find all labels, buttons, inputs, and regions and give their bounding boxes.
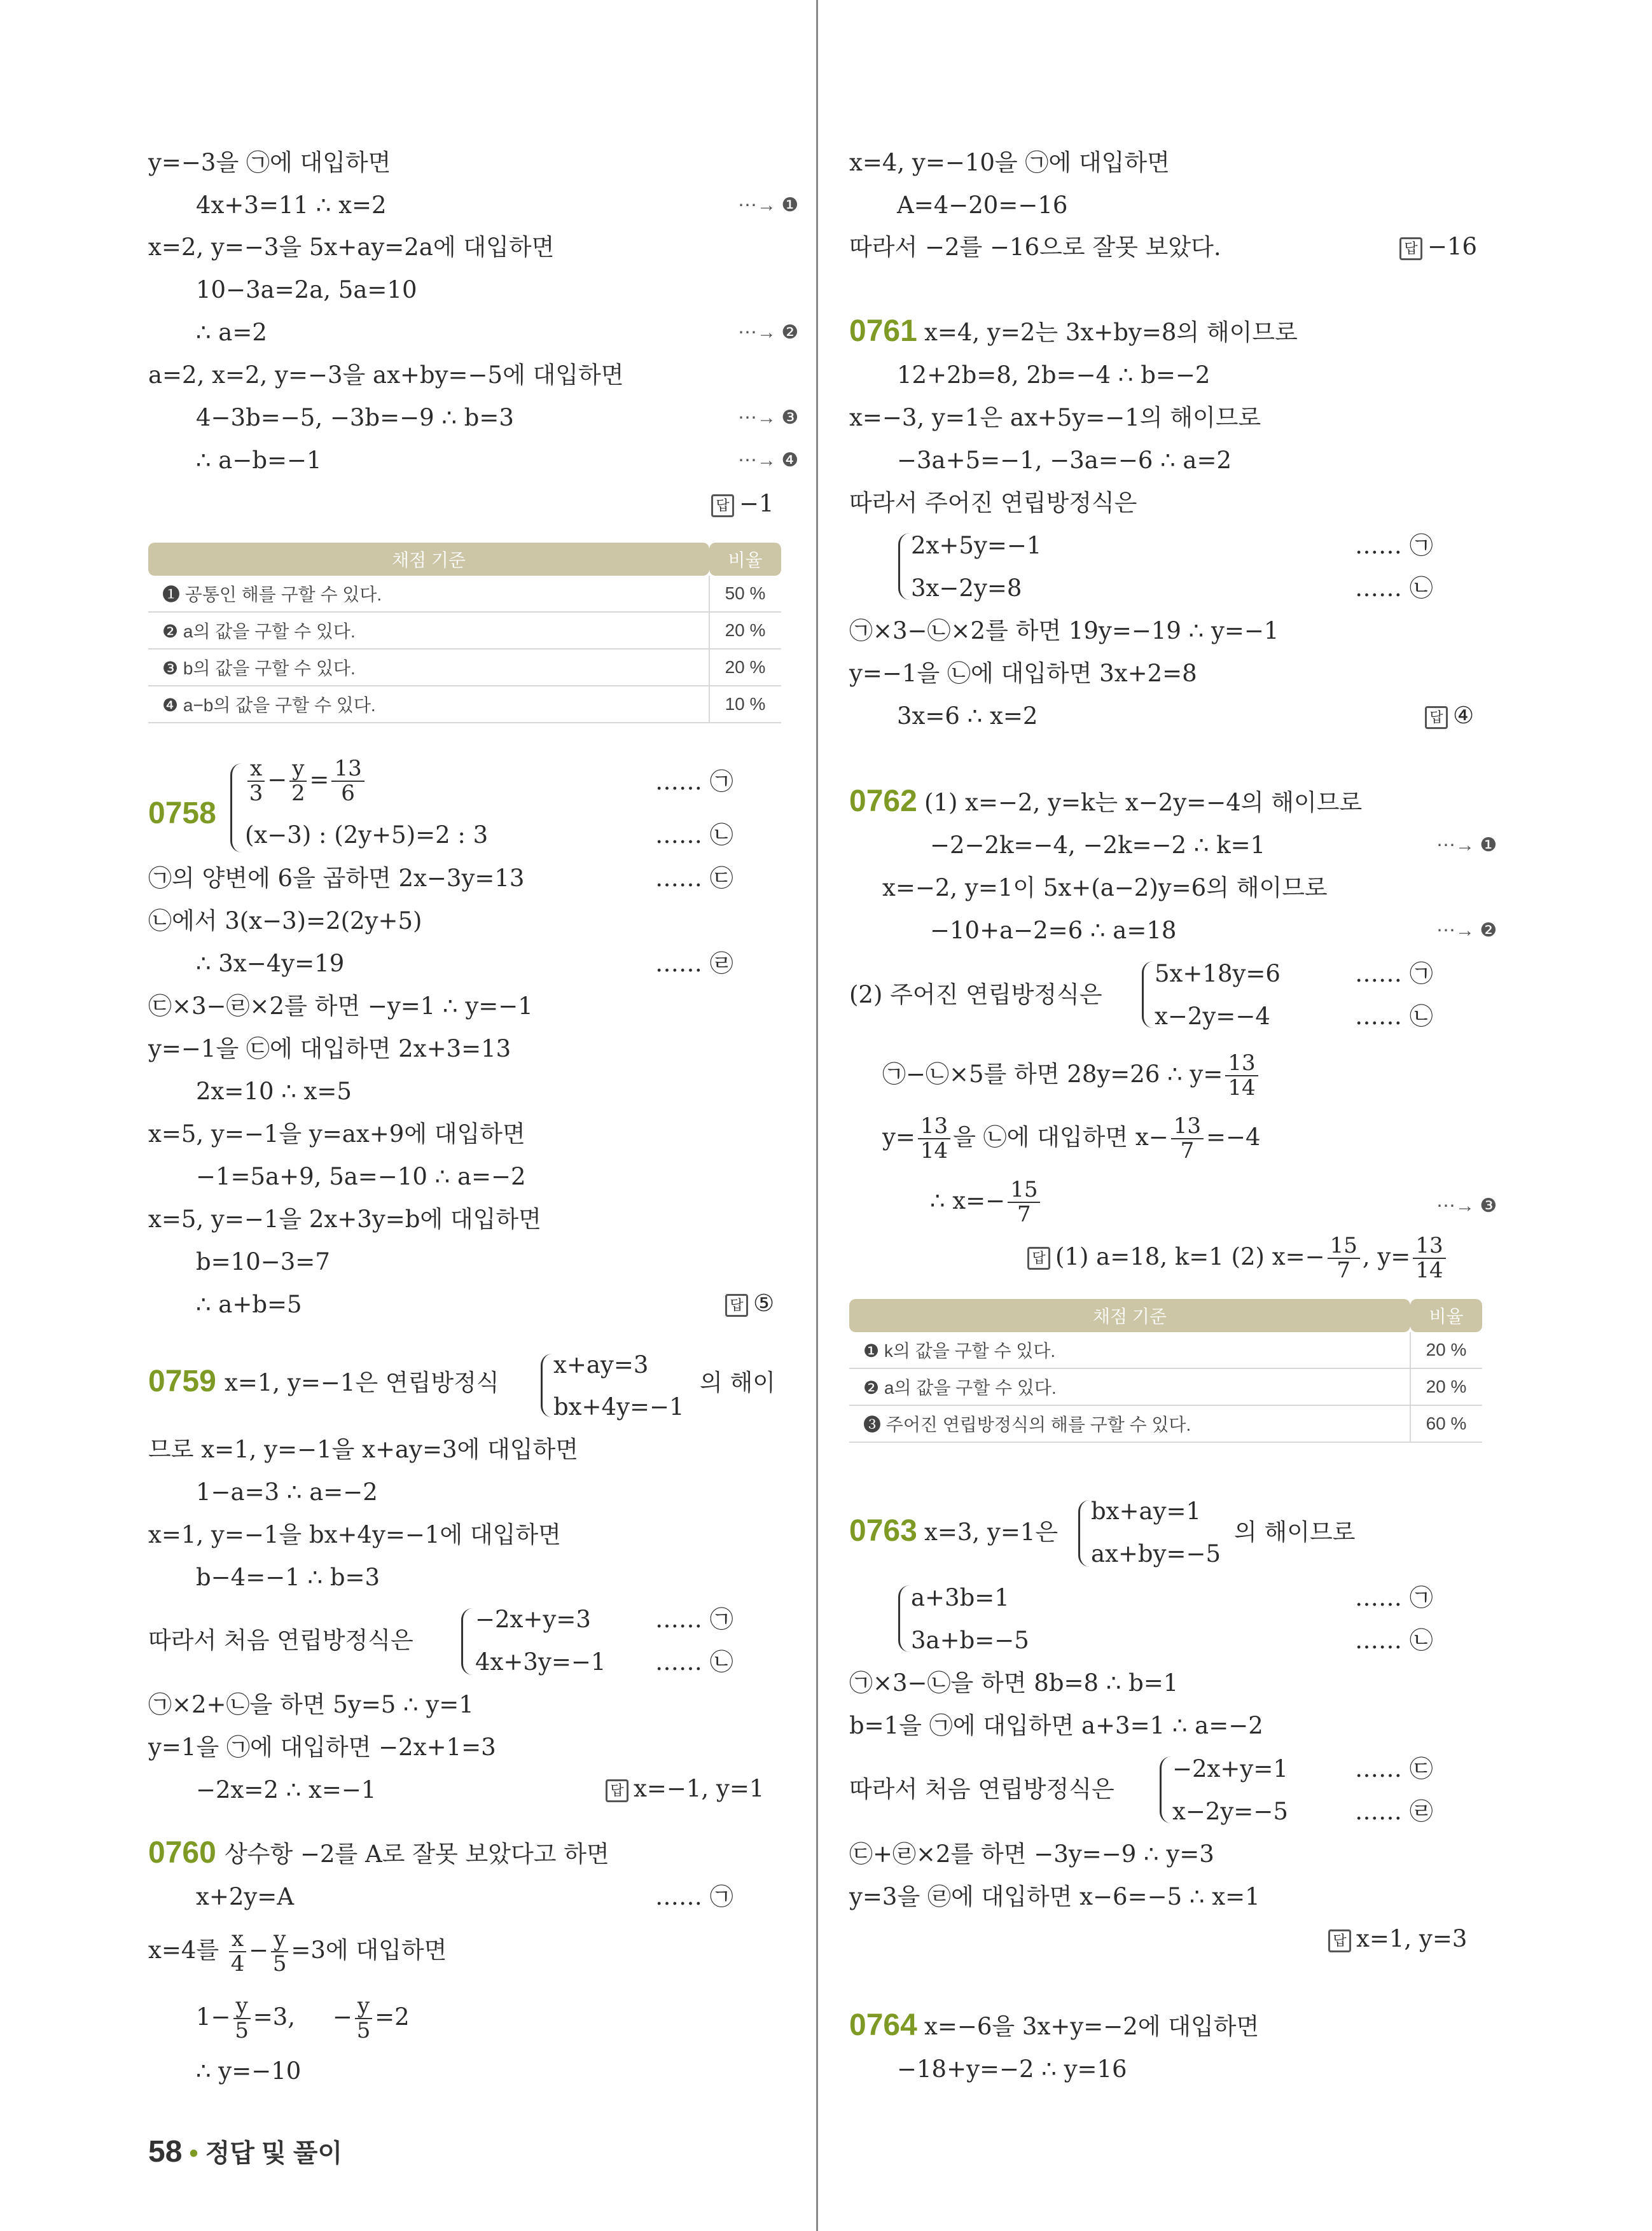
text-line: 4−3b=−5, −3b=−9 ∴ b=3 xyxy=(196,404,514,431)
text-line: 따라서 처음 연립방정식은 xyxy=(148,1627,413,1654)
eq-tag: …… ㉡ xyxy=(655,1648,733,1676)
table-header: 비율 xyxy=(1410,1299,1482,1332)
text-line: b=10−3=7 xyxy=(196,1248,330,1275)
equation: bx+4y=−1 xyxy=(553,1393,684,1421)
equation: x+ay=3 xyxy=(553,1351,649,1379)
answer: 답 −16 xyxy=(1399,233,1477,260)
system-brace xyxy=(1078,1500,1092,1567)
equation: 5x+18y=6 xyxy=(1155,960,1281,987)
text-line: (2) 주어진 연립방정식은 xyxy=(849,981,1102,1008)
table-row: ❶ 공통인 해를 구할 수 있다. 50 % xyxy=(148,576,781,612)
text-line: b=1을 ㉠에 대입하면 a+3=1 ∴ a=−2 xyxy=(849,1712,1263,1739)
answer: 답 −1 xyxy=(711,490,774,517)
equation: x−2y=−4 xyxy=(1155,1003,1270,1030)
equation: x−2y=−5 xyxy=(1172,1798,1288,1825)
text-line: x+2y=A xyxy=(196,1883,295,1910)
eq-tag: …… ㉣ xyxy=(655,950,733,977)
text-line: −2x=2 ∴ x=−1 xyxy=(196,1776,377,1804)
text-line: 상수항 −2를 A로 잘못 보았다고 하면 xyxy=(225,1840,609,1868)
eq-tag: …… ㉠ xyxy=(1355,960,1433,987)
problem-number: 0761 xyxy=(849,314,917,348)
text-line: x=2, y=−3을 5x+ay=2a에 대입하면 xyxy=(148,233,555,261)
text-line: −2−2k=−4, −2k=−2 ∴ k=1 xyxy=(930,831,1266,859)
equation: −2x+y=3 xyxy=(475,1606,591,1633)
grading-table xyxy=(148,543,781,723)
text-line: y=1을 ㉠에 대입하면 −2x+1=3 xyxy=(148,1734,496,1761)
eq-tag: …… ㉡ xyxy=(655,821,733,849)
text-line: x=4를 $\frac{x}{4}$ − $\frac{y}{5}$ =3에 대입하면 xyxy=(148,1926,447,1977)
text-line: x=−2, y=1이 5x+(a−2)y=6의 해이므로 xyxy=(882,874,1328,901)
text-line: x=5, y=−1을 y=ax+9에 대입하면 xyxy=(148,1120,525,1148)
answer: 답 x=1, y=3 xyxy=(1328,1925,1467,1952)
text-line: −18+y=−2 ∴ y=16 xyxy=(897,2055,1127,2083)
equation: $\frac{x}{3}$ − $\frac{y}{2}$ = $\frac{13}{6}$ xyxy=(245,757,367,806)
table-row: ❶ k의 값을 구할 수 있다. 20 % xyxy=(849,1332,1482,1368)
text-line: x=3, y=1은 xyxy=(924,1519,1059,1546)
problem-number: 0760 xyxy=(148,1836,216,1870)
text-line: 4x+3=11 ∴ x=2 xyxy=(196,191,387,219)
equation: 2x+5y=−1 xyxy=(911,532,1042,559)
system-brace xyxy=(461,1608,475,1675)
step-marker: ⋯→ ❸ xyxy=(738,407,799,428)
text-line: 3x=6 ∴ x=2 xyxy=(897,702,1038,730)
text-line: y=3을 ㉣에 대입하면 x−6=−5 ∴ x=1 xyxy=(849,1883,1260,1910)
table-row: ❸ 주어진 연립방정식의 해를 구할 수 있다. 60 % xyxy=(849,1405,1482,1442)
equation: bx+ay=1 xyxy=(1091,1498,1202,1525)
system-brace xyxy=(230,763,245,852)
equation: a+3b=1 xyxy=(911,1584,1010,1611)
text-line: 의 해이므로 xyxy=(1234,1519,1356,1546)
table-row: ❹ a−b의 값을 구할 수 있다. 10 % xyxy=(148,686,781,723)
system-brace xyxy=(898,1585,912,1652)
text-line: 의 해이 xyxy=(700,1369,775,1396)
eq-tag: …… ㉡ xyxy=(1355,1003,1433,1030)
step-marker: ⋯→ ❶ xyxy=(738,195,799,216)
text-line: 따라서 주어진 연립방정식은 xyxy=(849,489,1137,517)
eq-tag: …… ㉣ xyxy=(1355,1798,1433,1825)
text-line: ∴ y=−10 xyxy=(196,2057,302,2085)
step-marker: ⋯→ ❸ xyxy=(1436,1195,1497,1216)
eq-tag: …… ㉡ xyxy=(1355,1627,1433,1654)
table-row: ❸ b의 값을 구할 수 있다. 20 % xyxy=(148,649,781,686)
text-line: −10+a−2=6 ∴ a=18 xyxy=(930,917,1177,944)
problem-number: 0759 xyxy=(148,1365,216,1398)
text-line: ∴ a=2 xyxy=(196,319,267,346)
problem-number: 0758 xyxy=(148,796,216,830)
page-footer: 58 • 정답 및 풀이 xyxy=(148,2135,343,2169)
text-line: (1) x=−2, y=k는 x−2y=−4의 해이므로 xyxy=(924,789,1363,816)
answer: 답 (1) a=18, k=1 (2) x=− $\frac{15}{7}$ , y= $\frac{13}{14}$ xyxy=(1027,1234,1448,1283)
eq-tag: …… ㉠ xyxy=(1355,532,1433,559)
text-line: x=−3, y=1은 ax+5y=−1의 해이므로 xyxy=(849,404,1261,431)
text-line: 따라서 −2를 −16으로 잘못 보았다. xyxy=(849,233,1221,261)
text-line: ㉠×3−㉡을 하면 8b=8 ∴ b=1 xyxy=(849,1669,1179,1697)
table-header: 채점 기준 xyxy=(148,543,709,576)
system-brace xyxy=(541,1354,554,1417)
problem-number: 0762 xyxy=(849,784,917,818)
equation: (x−3) : (2y+5)=2 : 3 xyxy=(245,821,489,849)
system-brace xyxy=(1142,961,1155,1028)
text-line: x=4, y=2는 3x+by=8의 해이므로 xyxy=(924,319,1298,346)
text-line: ㉠−㉡×5를 하면 28y=26 ∴ y= $\frac{13}{14}$ xyxy=(882,1052,1261,1101)
text-line: 따라서 처음 연립방정식은 xyxy=(849,1776,1114,1803)
text-line: ∴ a−b=−1 xyxy=(196,447,322,474)
system-brace xyxy=(898,533,912,600)
eq-tag: …… ㉠ xyxy=(1355,1584,1433,1611)
answer: 답 ④ xyxy=(1425,702,1474,729)
text-line: ㉢+㉣×2를 하면 −3y=−9 ∴ y=3 xyxy=(849,1840,1214,1868)
step-marker: ⋯→ ❷ xyxy=(738,322,799,343)
text-line: ∴ a+b=5 xyxy=(196,1291,302,1318)
grading-table xyxy=(849,1299,1482,1443)
table-header: 채점 기준 xyxy=(849,1299,1410,1332)
text-line: b−4=−1 ∴ b=3 xyxy=(196,1564,380,1591)
text-line: ㉡에서 3(x−3)=2(2y+5) xyxy=(148,907,422,935)
text-line: y=−1을 ㉡에 대입하면 3x+2=8 xyxy=(849,660,1197,687)
step-marker: ⋯→ ❶ xyxy=(1436,835,1497,856)
text-line: −1=5a+9, 5a=−10 ∴ a=−2 xyxy=(196,1163,526,1190)
eq-tag: …… ㉡ xyxy=(1355,574,1433,602)
equation: ax+by=−5 xyxy=(1091,1540,1221,1567)
equation: 4x+3y=−1 xyxy=(475,1648,606,1676)
eq-tag: …… ㉢ xyxy=(655,865,733,892)
table-header: 비율 xyxy=(709,543,781,576)
text-line: x=−6을 3x+y=−2에 대입하면 xyxy=(924,2013,1260,2040)
step-marker: ⋯→ ❹ xyxy=(738,450,799,471)
text-line: 1− $\frac{y}{5}$ =3, − $\frac{y}{5}$ =2 xyxy=(196,1993,410,2044)
equation: 3a+b=−5 xyxy=(911,1627,1029,1654)
text-line: y=−3을 ㉠에 대입하면 xyxy=(148,149,391,176)
text-line: ∴ 3x−4y=19 xyxy=(196,950,345,977)
text-line: ㉠×3−㉡×2를 하면 19y=−19 ∴ y=−1 xyxy=(849,617,1279,644)
answer: 답 ⑤ xyxy=(725,1289,774,1317)
text-line: ㉢×3−㉣×2를 하면 −y=1 ∴ y=−1 xyxy=(148,992,533,1020)
text-line: ㉠×2+㉡을 하면 5y=5 ∴ y=1 xyxy=(148,1691,474,1718)
text-line: y=−1을 ㉢에 대입하면 2x+3=13 xyxy=(148,1035,511,1062)
text-line: −3a+5=−1, −3a=−6 ∴ a=2 xyxy=(897,447,1232,474)
step-marker: ⋯→ ❷ xyxy=(1436,920,1497,941)
answer: 답 x=−1, y=1 xyxy=(606,1775,764,1802)
problem-number: 0764 xyxy=(849,2008,917,2042)
text-line: x=4, y=−10을 ㉠에 대입하면 xyxy=(849,149,1170,176)
system-brace xyxy=(1160,1756,1173,1823)
eq-tag: …… ㉠ xyxy=(655,1606,733,1633)
text-line: 므로 x=1, y=−1을 x+ay=3에 대입하면 xyxy=(148,1436,578,1463)
text-line: y= $\frac{13}{14}$ 을 ㉡에 대입하면 x− $\frac{13}{7}$ =−4 xyxy=(882,1113,1261,1164)
text-line: ∴ x=− $\frac{15}{7}$ xyxy=(930,1178,1043,1227)
text-line: A=4−20=−16 xyxy=(897,191,1068,219)
text-line: 12+2b=8, 2b=−4 ∴ b=−2 xyxy=(897,361,1211,389)
eq-tag: …… ㉢ xyxy=(1355,1755,1433,1783)
text-line: 1−a=3 ∴ a=−2 xyxy=(196,1478,378,1506)
footer-label: 정답 및 풀이 xyxy=(205,2139,343,2167)
equation: 3x−2y=8 xyxy=(911,574,1022,602)
text-line: a=2, x=2, y=−3을 ax+by=−5에 대입하면 xyxy=(148,361,624,389)
column-divider xyxy=(816,0,818,2231)
table-row: ❷ a의 값을 구할 수 있다. 20 % xyxy=(849,1368,1482,1405)
page-number: 58 xyxy=(148,2135,183,2169)
eq-tag: …… ㉠ xyxy=(655,768,733,795)
eq-tag: …… ㉠ xyxy=(655,1883,733,1910)
text-line: 2x=10 ∴ x=5 xyxy=(196,1078,352,1105)
text-line: x=1, y=−1을 bx+4y=−1에 대입하면 xyxy=(148,1521,561,1548)
text-line: x=5, y=−1을 2x+3y=b에 대입하면 xyxy=(148,1206,541,1233)
problem-number: 0763 xyxy=(849,1514,917,1548)
text-line: ㉠의 양변에 6을 곱하면 2x−3y=13 xyxy=(148,865,525,892)
text-line: x=1, y=−1은 연립방정식 xyxy=(225,1369,499,1396)
answer-icon: 답 xyxy=(711,494,734,517)
equation: −2x+y=1 xyxy=(1172,1755,1288,1783)
text-line: 10−3a=2a, 5a=10 xyxy=(196,276,417,303)
table-row: ❷ a의 값을 구할 수 있다. 20 % xyxy=(148,612,781,649)
